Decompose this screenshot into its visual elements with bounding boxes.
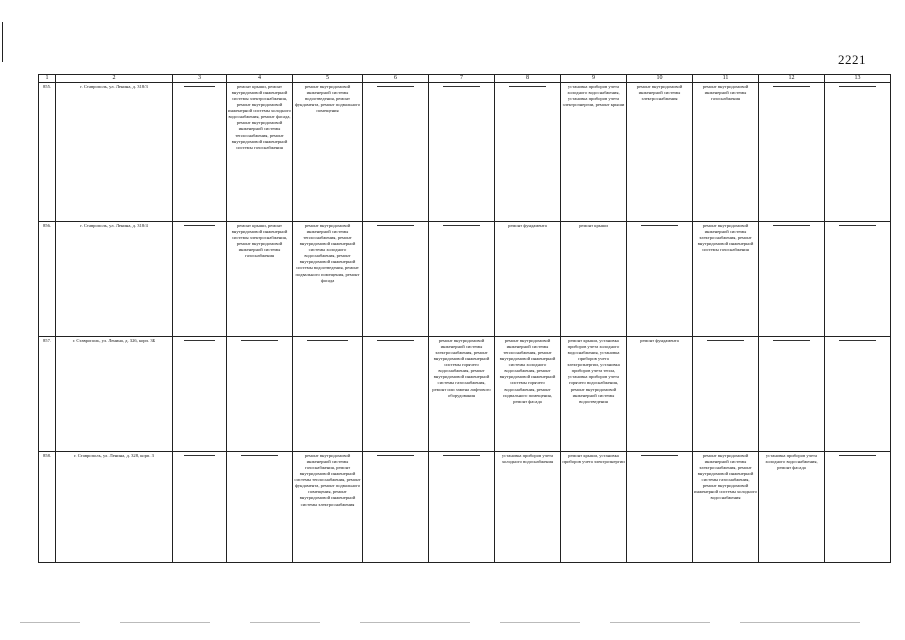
table-cell: ремонт крыши, установка приборов учета холодного водоснабжения, установка приборов учета электроэнергии, установка приборов учета тепла, установка приборов учета горячего водоснабжения, ремонт внутридомовой инженерной системы водоотведения (561, 337, 627, 452)
empty-dash (707, 340, 745, 341)
row-number: 858. (39, 452, 56, 563)
empty-dash (184, 225, 215, 226)
column-header: 9 (561, 75, 627, 83)
repair-schedule-table (38, 74, 891, 563)
column-header: 5 (293, 75, 363, 83)
empty-dash (241, 455, 279, 456)
table-row (39, 337, 891, 452)
column-number-row (39, 75, 891, 83)
table-cell (363, 222, 429, 337)
column-header: 4 (227, 75, 293, 83)
empty-dash (377, 86, 415, 87)
table-cell (825, 83, 891, 222)
table-cell: ремонт крыши, ремонт внутридомовой инженерной системы электроснабжения, ремонт внутридомовой инженерной системы газоснабжения (227, 222, 293, 337)
table-cell (173, 222, 227, 337)
table-cell (759, 222, 825, 337)
row-address: г. Ставрополь, ул. Ленина, д. 328, корп. 3 (56, 452, 173, 563)
table-cell (173, 452, 227, 563)
table-cell: установка приборов учета холодного водоснабжения (495, 452, 561, 563)
empty-dash (443, 86, 481, 87)
table-cell: установка приборов учета холодного водоснабжения, ремонт фасада (759, 452, 825, 563)
table-cell (759, 337, 825, 452)
column-header: 11 (693, 75, 759, 83)
empty-dash (241, 340, 279, 341)
table-cell: ремонт фундамента (627, 337, 693, 452)
table-cell: ремонт крыши, установка приборов учета электроэнергии (561, 452, 627, 563)
page-edge-mark (2, 22, 3, 62)
table-cell: ремонт внутридомовой инженерной системы электроснабжения (627, 83, 693, 222)
column-header: 10 (627, 75, 693, 83)
empty-dash (773, 225, 811, 226)
table-cell (693, 337, 759, 452)
column-header: 7 (429, 75, 495, 83)
column-header: 1 (39, 75, 56, 83)
table-cell: ремонт внутридомовой инженерной системы электроснабжения, ремонт внутридомовой инженерной системы газоснабжения (693, 222, 759, 337)
empty-dash (307, 340, 347, 341)
empty-dash (773, 340, 811, 341)
row-address: г. Ставрополь, ул. Ленина, д. 318/4 (56, 222, 173, 337)
column-header: 6 (363, 75, 429, 83)
row-address: г. Ставрополь, ул. Ленина, д. 318/3 (56, 83, 173, 222)
table-cell (429, 222, 495, 337)
row-address: г. Ставрополь, ул. Ленина, д. 326, корп. 3Б (56, 337, 173, 452)
table-cell (825, 452, 891, 563)
table-cell (627, 222, 693, 337)
table-cell (363, 337, 429, 452)
table-cell (173, 83, 227, 222)
table-cell: ремонт фундамента (495, 222, 561, 337)
empty-dash (443, 225, 481, 226)
empty-dash (184, 340, 215, 341)
table-cell: ремонт внутридомовой инженерной системы электроснабжения, ремонт внутридомовой инженерной системы газоснабжения, ремонт внутридомовой инженерной системы холодного водоснабжения (693, 452, 759, 563)
table-cell: ремонт крыши (561, 222, 627, 337)
empty-dash (184, 455, 215, 456)
table-cell: ремонт крыши, ремонт внутридомовой инженерной системы электроснабжения, ремонт внутридомовой инженерной системы холодного водоснабжения, ремонт фасада, ремонт внутридомовой инженерной системы теплоснабжения, ремонт внутридомовой инженерной системы газоснабжения (227, 83, 293, 222)
empty-dash (839, 340, 877, 341)
empty-dash (773, 86, 811, 87)
table-row (39, 83, 891, 222)
table-cell (363, 83, 429, 222)
table-cell (825, 337, 891, 452)
empty-dash (641, 455, 679, 456)
column-header: 3 (173, 75, 227, 83)
row-number: 857. (39, 337, 56, 452)
table-cell (759, 83, 825, 222)
empty-dash (839, 86, 877, 87)
empty-dash (641, 225, 679, 226)
row-number: 855. (39, 83, 56, 222)
empty-dash (509, 86, 547, 87)
table-cell (293, 337, 363, 452)
column-header: 8 (495, 75, 561, 83)
table-row (39, 452, 891, 563)
table-cell: ремонт внутридомовой инженерной системы теплоснабжения, ремонт внутридомовой инженерной системы холодного водоснабжения, ремонт внутридомовой инженерной системы водоотведения, ремонт подвального помещения, ремонт фасада (293, 222, 363, 337)
page-number: 2221 (838, 52, 866, 67)
empty-dash (377, 455, 415, 456)
table-cell (429, 83, 495, 222)
column-header: 13 (825, 75, 891, 83)
empty-dash (839, 225, 877, 226)
column-header: 2 (56, 75, 173, 83)
table-cell (825, 222, 891, 337)
table-cell (495, 83, 561, 222)
empty-dash (377, 225, 415, 226)
table-cell (627, 452, 693, 563)
table-row (39, 222, 891, 337)
table-cell (227, 452, 293, 563)
empty-dash (377, 340, 415, 341)
table-cell: ремонт внутридомовой инженерной системы газоснабжения (693, 83, 759, 222)
empty-dash (184, 86, 215, 87)
empty-dash (839, 455, 877, 456)
table-cell: установка приборов учета холодного водоснабжения, установка приборов учета электроэнергии, ремонт крыши (561, 83, 627, 222)
table-cell: ремонт внутридомовой инженерной системы водоотведения, ремонт фундамента, ремонт подвального помещения (293, 83, 363, 222)
table-cell (363, 452, 429, 563)
table-cell (227, 337, 293, 452)
empty-dash (443, 455, 481, 456)
table-cell: ремонт внутридомовой инженерной системы газоснабжения, ремонт внутридомовой инженерной системы теплоснабжения, ремонт фундамента, ремонт подвального помещения, ремонт внутридомовой инженерной системы электроснабжения (293, 452, 363, 563)
table-cell: ремонт внутридомовой инженерной системы теплоснабжения, ремонт внутридомовой инженерной системы холодного водоснабжения, ремонт внутридомовой инженерной системы горячего водоснабжения, ремонт подвального помещения, ремонт фасада (495, 337, 561, 452)
table-cell (429, 452, 495, 563)
column-header: 12 (759, 75, 825, 83)
scan-noise (0, 622, 905, 632)
table-cell: ремонт внутридомовой инженерной системы электроснабжения, ремонт внутридомовой инженерной системы горячего водоснабжения, ремонт внутридомовой инженерной системы газоснабжения, ремонт или замена лифтового оборудования (429, 337, 495, 452)
row-number: 856. (39, 222, 56, 337)
table-cell (173, 337, 227, 452)
